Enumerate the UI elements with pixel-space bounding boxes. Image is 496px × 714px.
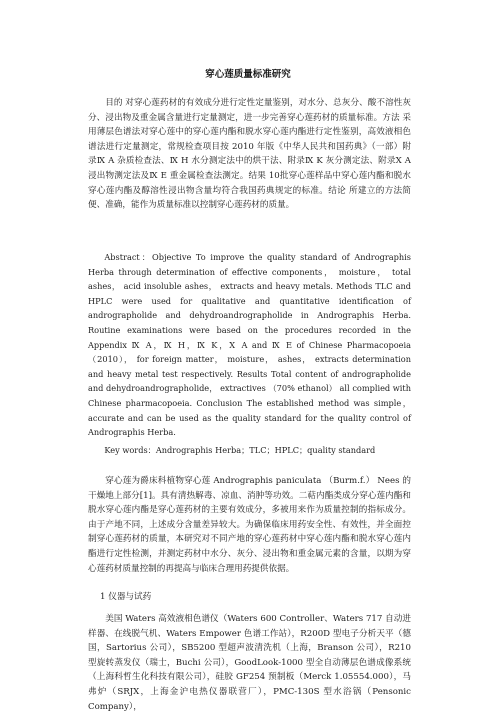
instruments-paragraph: 美国 Waters 高效液相色谱仪（Waters 600 Controller、Waters 717 自动进样器、在线脱气机、Waters Empower 色谱工作站），R200D 型电子分析天平（德国，Sartorius 公司），SB5200 型超声波清洗机（上海，Branson 公司），R210 型旋转蒸发仪（瑞士，Buchi 公司），GoodLook-1000 型全自动薄层色谱成像系统（上海科哲生化科技有限公司），硅胶 GF254 预制板（Merck 1.05554.000），马弗炉（SRJX，上海金沪电热仪器联营厂），PMC-130S 型水浴锅（Pensonic Company），	[88, 614, 411, 712]
section-heading-instruments: 1 仪器与试药	[100, 592, 152, 602]
keywords: Key words：Andrographis Herba；TLC；HPLC；quality standard	[104, 445, 376, 455]
paper-title: 穿心莲质量标准研究	[205, 69, 291, 80]
english-abstract: Abstract：Objective To improve the quality standard of Andrographis Herba through determination of effective components， moisture， total ashes， acid insoluble ashes， extracts and heavy metals. Methods TLC and HPLC were used for qualitative and quantitative identification of andrographolide and dehydroandrographolide in Andrographis Herba. Routine examinations were based on the procedures recorded in the Appendix Ⅸ A，Ⅸ H，Ⅸ K，Ⅹ A and Ⅸ E of Chinese Pharmacopoeia （2010）， for foreign matter， moisture， ashes， extracts determination and heavy metal test respectively. Results Total content of andrographolide and dehydroandrographolide， extractives （70% ethanol） all complied with Chinese pharmacopoeia. Conclusion The established method was simple， accurate and can be used as the quality standard for the quality control of Andrographis Herba.	[88, 252, 411, 438]
introduction-paragraph: 穿心莲为爵床科植物穿心莲 Andrographis paniculata （Burm.f.） Nees 的干燥地上部分[1]。具有清热解毒、凉血、消肿等功效。二萜内酯类成分穿心莲内酯和脱水穿心莲内酯是穿心莲药材的主要有效成分，多被用来作为质量控制的指标成分。由于产地不同，上述成分含量差异较大。为确保临床用药安全性、有效性，并全面控制穿心莲药材的质量，本研究对不同产地的穿心莲药材中穿心莲内酯和脱水穿心莲内酯进行定性检测，并测定药材中水分、灰分、浸出物和重金属元素的含量，以期为穿心莲药材质量控制的再提高与临床合理用药提供依据。	[88, 476, 411, 574]
chinese-abstract: 目的 对穿心莲药材的有效成分进行定性定量鉴别，对水分、总灰分、酸不溶性灰分、浸出物及重金属含量进行定量测定，进一步完善穿心莲药材的质量标准。方法 采用薄层色谱法对穿心莲中的穿心莲内酯和脱水穿心莲内酯进行定性鉴别，高效液相色谱法进行定量测定，常规检查项目按 2010 年版《中华人民共和国药典》（一部）附录Ⅸ A 杂质检查法、Ⅸ H 水分测定法中的烘干法、附录Ⅸ K 灰分测定法、附录Ⅹ A 浸出物测定法及Ⅸ E 重金属检查法测定。结果 10批穿心莲样品中穿心莲内酯和脱水穿心莲内酯及醇溶性浸出物含量均符合我国药典规定的标准。结论 所建立的方法简便、准确，能作为质量标准以控制穿心莲药材的质量。	[88, 98, 411, 211]
